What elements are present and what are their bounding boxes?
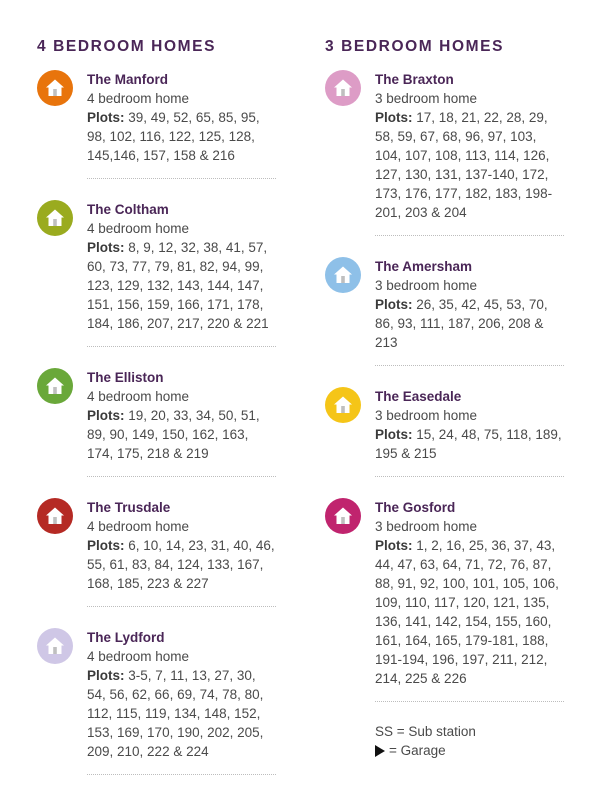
plots-list: 19, 20, 33, 34, 50, 51, 89, 90, 149, 150, 162, 163, 174, 175, 218 & 219 (87, 408, 260, 461)
home-name: The Easedale (375, 389, 462, 404)
three-bedroom-heading: 3 BEDROOM HOMES (325, 38, 505, 55)
house-icon (325, 257, 361, 293)
home-plots (375, 425, 565, 463)
plots-label: Plots: (375, 110, 413, 125)
plots-label: Plots: (87, 538, 125, 553)
garage-triangle-icon (375, 745, 385, 757)
plots-list: 1, 2, 16, 25, 36, 37, 43, 44, 47, 63, 64, 71, 72, 76, 87, 88, 91, 92, 100, 101, 105, 106, 109, 110, 117, 120, 121, 135, 136, 141, 142, 154, 155, 160, 161, 164, 165, 179-181, 188, 191-194, 196, 197, 211, 212, 214, 225 & 226 (375, 538, 559, 686)
house-icon (37, 628, 73, 664)
home-entry (325, 70, 565, 222)
three-bedroom-column (325, 38, 565, 760)
plots-list: 3-5, 7, 11, 13, 27, 30, 54, 56, 62, 66, 69, 74, 78, 80, 112, 115, 119, 134, 148, 152, 153, 169, 170, 190, 202, 205, 209, 210, 222 & 224 (87, 668, 264, 759)
home-plots (87, 406, 277, 463)
four-bedroom-heading: 4 BEDROOM HOMES (37, 38, 217, 55)
home-subtitle: 4 bedroom home (87, 221, 190, 236)
home-entry (325, 498, 565, 688)
house-icon (37, 368, 73, 404)
legend-garage (375, 741, 565, 760)
home-entry (37, 70, 277, 165)
home-plots (87, 536, 277, 593)
plots-label: Plots: (87, 240, 125, 255)
home-entry (37, 368, 277, 463)
home-plots (375, 108, 565, 222)
legend-garage-label: = Garage (389, 743, 446, 758)
plots-label: Plots: (375, 297, 413, 312)
plots-label: Plots: (87, 668, 125, 683)
home-plots (375, 536, 565, 688)
home-plots (87, 238, 277, 333)
house-icon (37, 200, 73, 236)
home-subtitle: 3 bedroom home (375, 278, 478, 293)
plots-list: 39, 49, 52, 65, 85, 95, 98, 102, 116, 122, 125, 128, 145,146, 157, 158 & 216 (87, 110, 260, 163)
home-name: The Lydford (87, 630, 165, 645)
home-subtitle: 3 bedroom home (375, 91, 478, 106)
home-entry (325, 387, 565, 463)
home-name: The Coltham (87, 202, 169, 217)
four-bedroom-column (37, 38, 277, 775)
home-subtitle: 3 bedroom home (375, 519, 478, 534)
home-name: The Trusdale (87, 500, 171, 515)
house-icon (325, 70, 361, 106)
home-entry (37, 200, 277, 333)
house-icon (37, 498, 73, 534)
home-name: The Elliston (87, 370, 164, 385)
home-name: The Manford (87, 72, 168, 87)
home-name: The Gosford (375, 500, 456, 515)
home-subtitle: 4 bedroom home (87, 519, 190, 534)
home-entry (37, 628, 277, 761)
home-plots (375, 295, 565, 352)
plots-label: Plots: (87, 110, 125, 125)
plots-list: 6, 10, 14, 23, 31, 40, 46, 55, 61, 83, 84, 124, 133, 167, 168, 185, 223 & 227 (87, 538, 275, 591)
plots-label: Plots: (87, 408, 125, 423)
house-icon (325, 498, 361, 534)
home-subtitle: 3 bedroom home (375, 408, 478, 423)
plots-label: Plots: (375, 538, 413, 553)
home-entry (37, 498, 277, 593)
home-name: The Braxton (375, 72, 454, 87)
house-icon (325, 387, 361, 423)
home-plots (87, 108, 277, 165)
home-subtitle: 4 bedroom home (87, 389, 190, 404)
plots-list: 8, 9, 12, 32, 38, 41, 57, 60, 73, 77, 79, 81, 82, 94, 99, 123, 129, 132, 143, 144, 147, 151, 156, 159, 166, 171, 178, 184, 186, 207, 217, 220 & 221 (87, 240, 269, 331)
home-subtitle: 4 bedroom home (87, 91, 190, 106)
divider (87, 774, 276, 775)
legend-substation: SS = Sub station (375, 724, 476, 739)
home-plots (87, 666, 277, 761)
plots-list: 26, 35, 42, 45, 53, 70, 86, 93, 111, 187, 206, 208 & 213 (375, 297, 548, 350)
home-name: The Amersham (375, 259, 473, 274)
legend (325, 722, 565, 760)
home-subtitle: 4 bedroom home (87, 649, 190, 664)
plots-label: Plots: (375, 427, 413, 442)
home-entry (325, 257, 565, 352)
plots-list: 17, 18, 21, 22, 28, 29, 58, 59, 67, 68, 96, 97, 103, 104, 107, 108, 113, 114, 126, 127, 130, 131, 137-140, 172, 173, 176, 177, 182, 183, 198-201, 203 & 204 (375, 110, 553, 220)
plots-list: 15, 24, 48, 75, 118, 189, 195 & 215 (375, 427, 562, 461)
house-icon (37, 70, 73, 106)
